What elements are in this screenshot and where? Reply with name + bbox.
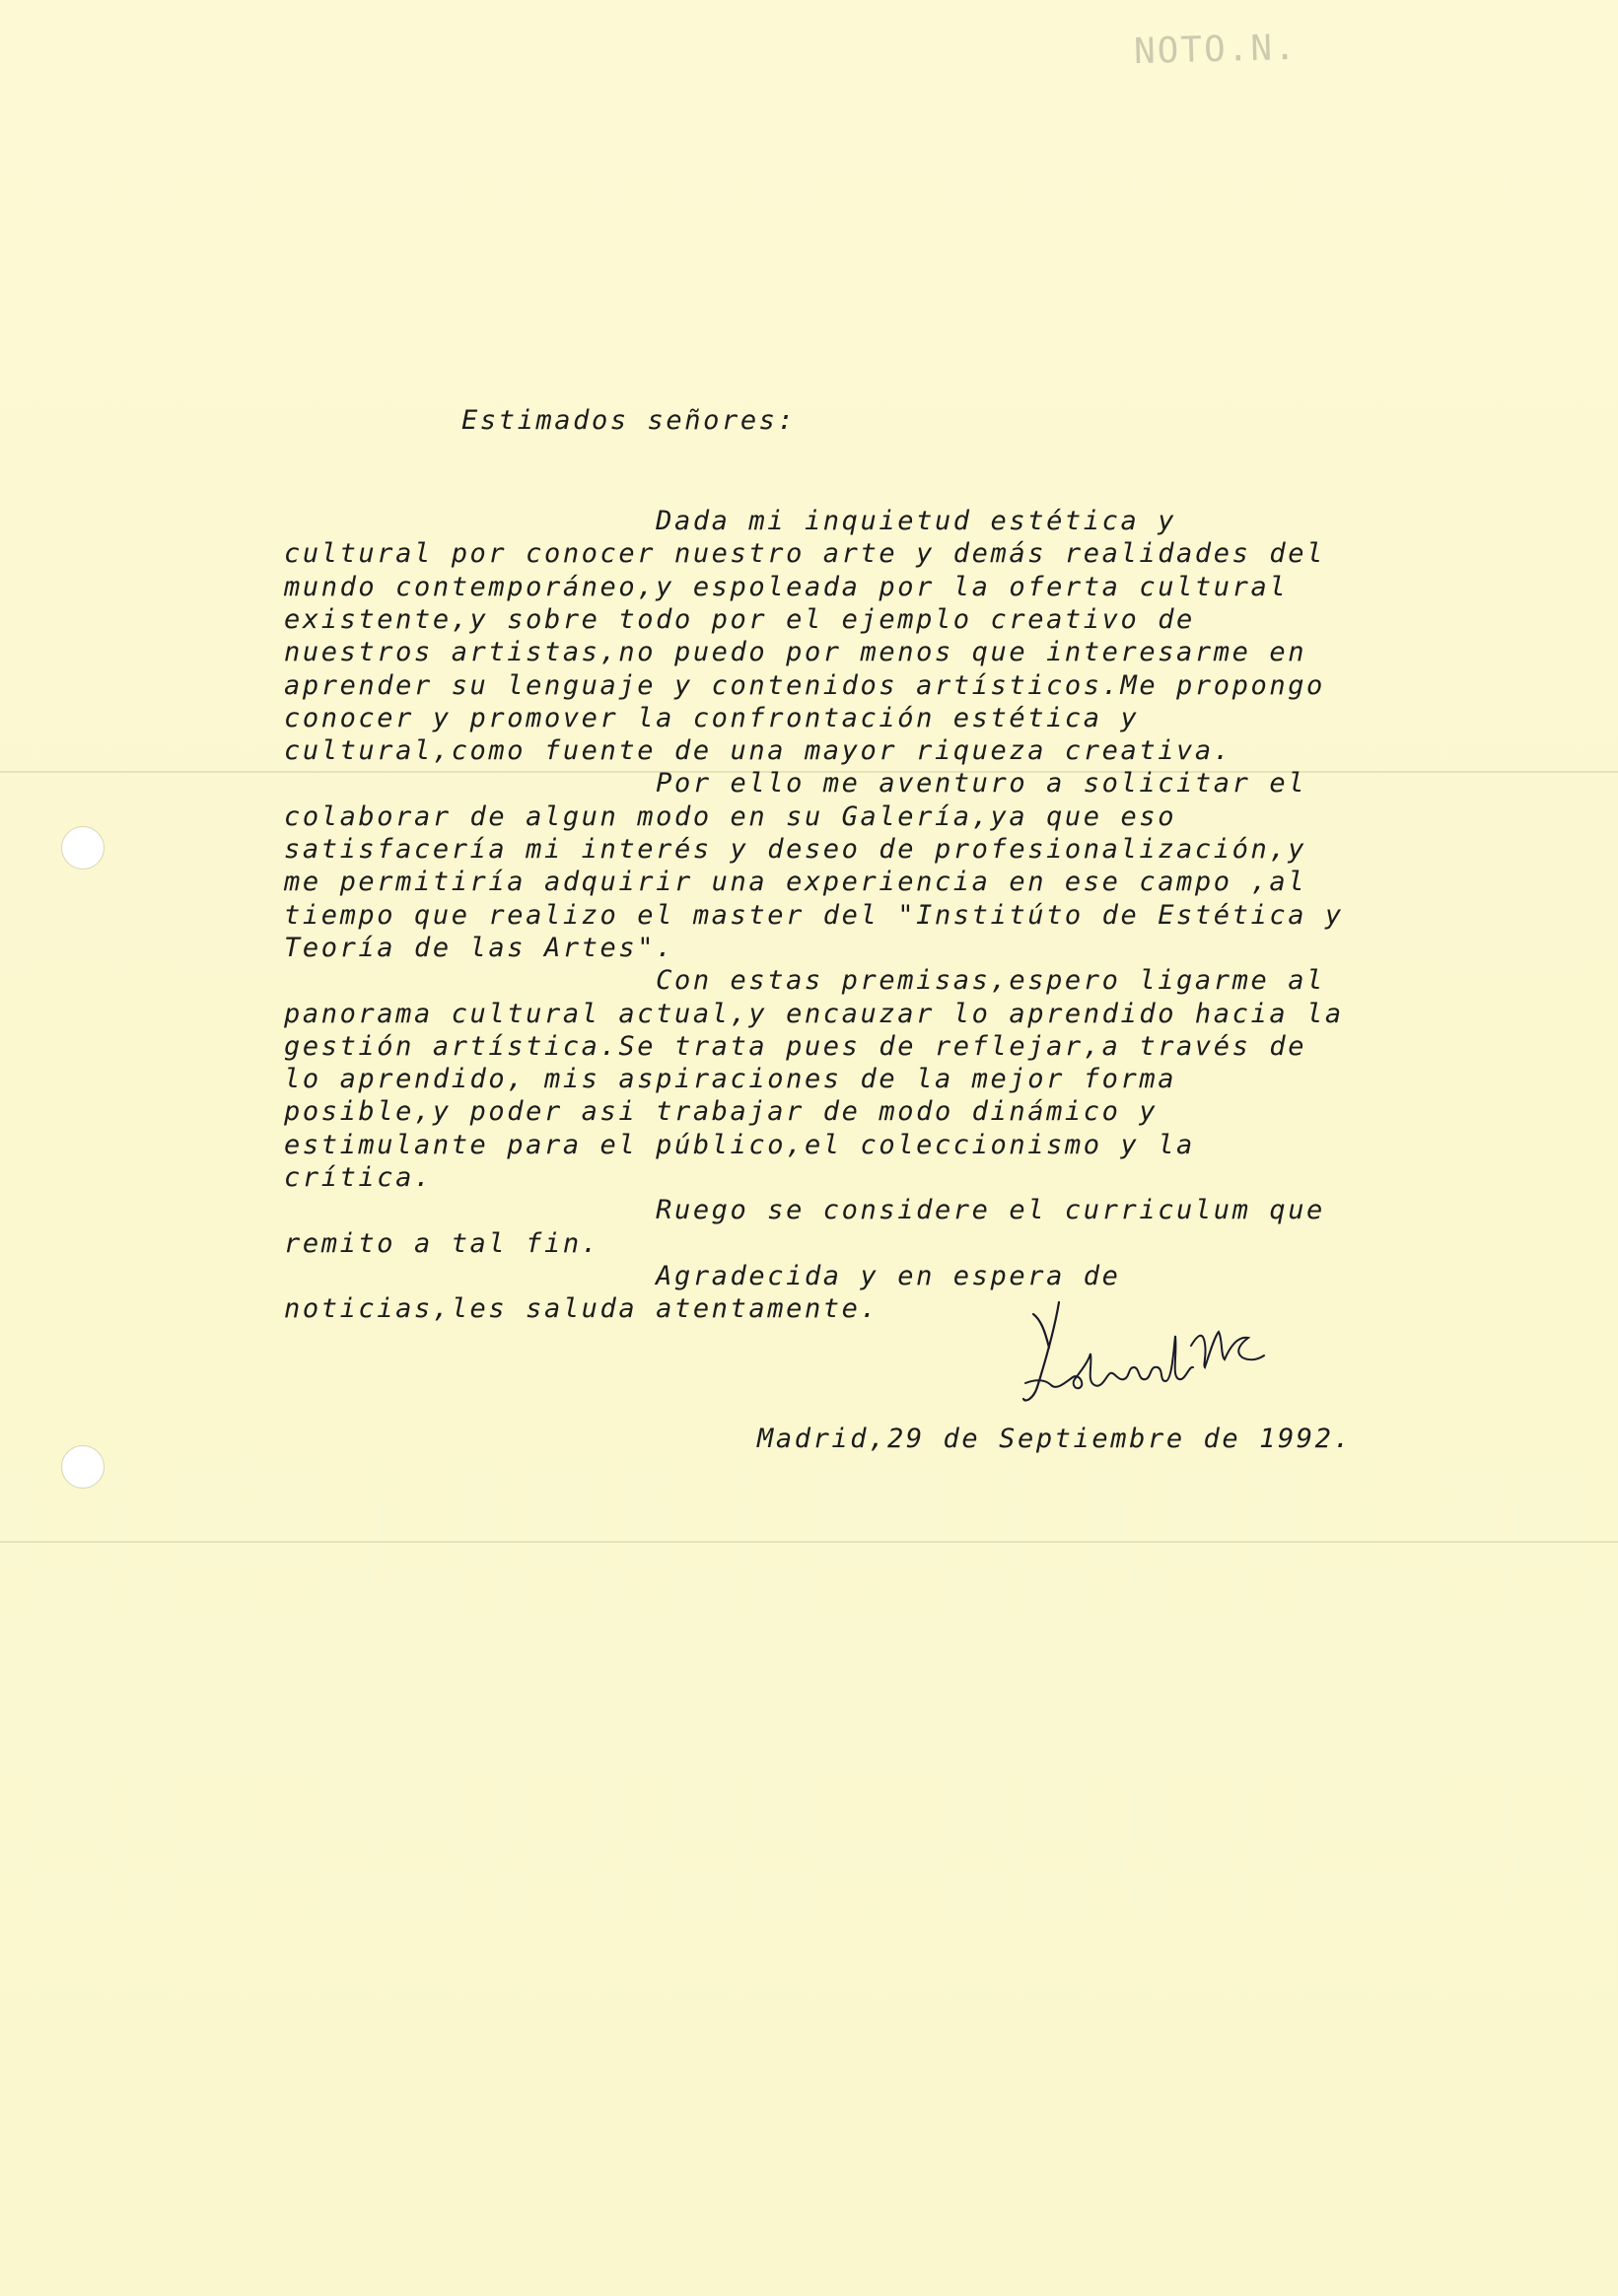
letter-line: existente,y sobre todo por el ejemplo creativo de: [284, 603, 1195, 635]
letter-line: estimulante para el público,el coleccionismo y la: [284, 1129, 1195, 1160]
letter-line: posible,y poder asi trabajar de modo dinámico y: [284, 1096, 1159, 1128]
punch-hole: [61, 826, 105, 870]
greeting: Estimados señores:: [461, 405, 797, 436]
fold-line: [0, 1541, 1618, 1543]
letter-line: lo aprendido, mis aspiraciones de la mejor forma: [284, 1064, 1177, 1095]
letter-line: aprender su lenguaje y contenidos artísticos.Me propongo: [284, 669, 1325, 701]
letter-line: Ruego se considere el curriculum que: [284, 1195, 1325, 1226]
letter-line: mundo contemporáneo,y espoleada por la oferta cultural: [284, 571, 1289, 602]
letter-line: nuestros artistas,no puedo por menos que interesarme en: [284, 637, 1307, 668]
handwritten-signature: [1016, 1296, 1272, 1425]
letter-line: cultural por conocer nuestro arte y demás realidades del: [284, 538, 1325, 570]
letter-line: Agradecida y en espera de: [284, 1260, 1121, 1291]
letter-line: tiempo que realizo el master del "Institúto de Estética y: [284, 899, 1344, 931]
letter-line: remito a tal fin.: [284, 1227, 600, 1259]
letter-line: crítica.: [284, 1162, 433, 1193]
letter-line: Por ello me aventuro a solicitar el: [284, 768, 1307, 800]
letter-line: Con estas premisas,espero ligarme al: [284, 965, 1325, 997]
punch-hole: [61, 1445, 105, 1489]
letter-line: colaborar de algun modo en su Galería,ya que eso: [284, 800, 1177, 832]
place-and-date: Madrid,29 de Septiembre de 1992.: [757, 1424, 1353, 1454]
letter-line: gestión artística.Se trata pues de reflejar,a través de: [284, 1030, 1307, 1062]
letter-line: noticias,les saluda atentamente.: [284, 1293, 879, 1325]
letter-line: me permitiría adquirir una experiencia en ese campo ,al: [284, 867, 1307, 898]
faded-stamp: NOTO.N.: [1133, 27, 1299, 73]
letter-line: satisfacería mi interés y deseo de profesionalización,y: [284, 834, 1307, 865]
letter-line: Dada mi inquietud estética y: [284, 506, 1177, 536]
letter-line: cultural,como fuente de una mayor riqueza creativa.: [284, 735, 1232, 767]
letter-line: Teoría de las Artes".: [284, 932, 674, 963]
letter-line: conocer y promover la confrontación estética y: [284, 702, 1140, 733]
letter-line: panorama cultural actual,y encauzar lo aprendido hacia la: [284, 998, 1344, 1029]
